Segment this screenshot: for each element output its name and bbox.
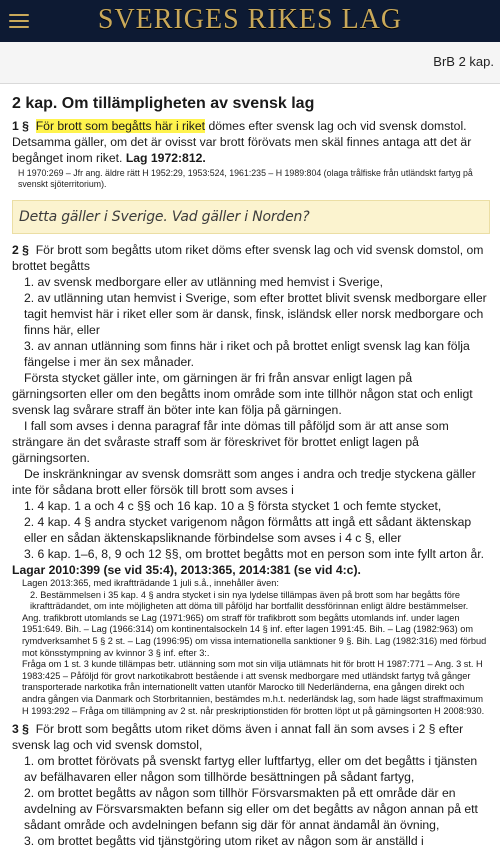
list-item: 2. av utlänning utan hemvist i Sverige, som efter brottet blivit svensk medborgare eller tagit hemvist här i riket eller som är dansk, finsk, isländsk eller norsk medborgare och finns här, eller xyxy=(24,291,487,337)
list-item: 3. av annan utlänning som finns här i riket och på brottet enligt svensk lag kan följa fängelse i mer än sex månader. xyxy=(24,339,470,369)
highlighted-text[interactable]: För brott som begåtts här i riket xyxy=(35,119,206,133)
paragraph-text: De inskränkningar av svensk domsrätt som anges i andra och tredje styckena gäller inte för sådana brott eller försök till brott som avses i xyxy=(12,467,476,497)
amendment-note: 2. Bestämmelsen i 35 kap. 4 § andra stycket i sin nya lydelse tillämpas även på brott som har begåtts före ikraftträdandet, om inte möjligheten att döma till påföljd har bortfallit dessförinnan enligt äldre bestämmelser. xyxy=(30,589,469,612)
list-item: 3. om brottet begåtts vid tjänstgöring utom riket av någon som är anställd i xyxy=(24,834,424,849)
chapter-title: 2 kap. Om tillämpligheten av svensk lag xyxy=(12,95,315,112)
user-note[interactable]: Detta gäller i Sverige. Vad gäller i Norden? xyxy=(12,200,490,234)
list-item: 2. om brottet begåtts av någon som tillhör Försvarsmakten på ett område där en avdelning av Försvarsmakten befann sig eller om det begåtts av någon annan på ett sådant område och avdelningen befann sig där för annat ändamål än övning, xyxy=(24,786,478,833)
paragraph-number: 3 § xyxy=(12,722,29,737)
paragraph-1 xyxy=(12,118,490,166)
app-bar xyxy=(0,0,500,42)
paragraph-text: Första stycket gäller inte, om gärningen är fri från ansvar enligt lagen på gärningsorten eller om den begåtts inom område som inte tillhör någon stat och enligt svensk lag svårare straff än böter inte kan följa på gärningen. xyxy=(12,371,473,417)
paragraph-text: I fall som avses i denna paragraf får inte dömas till påföljd som är att anse som strängare än det svåraste straff som är föreskrivet för brottet enligt lagen på gärningsorten. xyxy=(12,419,449,465)
list-item: 2. 4 kap. 4 § andra stycket varigenom någon förmåtts att ingå ett sådant äktenskap eller en sådan äktenskapsliknande förbindelse som avses i 4 c §, eller xyxy=(24,515,472,545)
paragraph-intro: För brott som begåtts utom riket döms även i annat fall än som avses i 2 § efter svensk lag och vid svensk domstol, xyxy=(12,722,464,753)
amendment-note: Lagen 2013:365, med ikraftträdande 1 juli s.å., innehåller även: xyxy=(22,578,279,588)
law-reference[interactable]: Lagar 2010:399 (se vid 35:4), 2013:365, 2014:381 (se vid 4:c). xyxy=(12,563,361,577)
paragraph-intro: För brott som begåtts utom riket döms efter svensk lag och vid svensk domstol, om brottet begåtts xyxy=(12,243,484,273)
paragraph-number: 2 § xyxy=(12,243,29,257)
law-reference[interactable]: Lag 1972:812. xyxy=(125,151,206,165)
list-item: 1. av svensk medborgare eller av utlänning med hemvist i Sverige, xyxy=(24,275,384,289)
related-laws[interactable]: Ang. trafikbrott utomlands se Lag (1971:965) om straff för trafikbrott som begåtts utomlands inf. under lagen 1951:649. Bih. – Lag (1966:314) om kontinentalsockeln 14 § inf. efter lagen 1991:45. Bih. – Lag (1982:963) om rymdverksamhet 5 § 2 st. – Lag (1996:95) om vissa internationella sanktioner 9 §. Bih. Lag (1982:316) med förbud mot könsstympning av kvinnor 3 § inf. efter 3:. xyxy=(22,612,487,658)
list-item: 1. 4 kap. 1 a och 4 c §§ och 16 kap. 10 a § första stycket 1 och femte stycket, xyxy=(24,499,442,513)
chapter-reference[interactable]: BrB 2 kap. xyxy=(433,54,494,69)
case-references[interactable]: Fråga om 1 st. 3 kunde tillämpas betr. utlänning som mot sin vilja utlämnats hit för brott H 1987:771 – Ang. 3 st. H 1983:425 – Påföljd för grovt narkotikabrott bestående i att svensk medborgare med utländskt fartyg två gånger transporterade narkotika från internationellt vatten utanför Marocko till Nederländerna, ena gången direkt och andra gången via Danmark och Storbritannien, bestämdes m.h.t. nederländsk lag, som hade lägst straffmaximum H 1993:292 – Fråga om tillämpning av 2 st. når preskriptionstiden för brotten löpt ut på gärningsorten H 2008:930. xyxy=(22,659,485,716)
paragraph-number: 1 § xyxy=(12,119,29,133)
case-references[interactable]: H 1970:269 – Jfr ang. äldre rätt H 1952:29, 1953:524, 1961:235 – H 1989:804 (olaga trålfiske från utländskt fartyg på svenskt sjöterritorium). xyxy=(18,168,473,189)
list-item: 1. om brottet förövats på svenskt fartyg eller luftfartyg, eller om det begåtts i tjänsten av befälhavaren eller någon som tillhörde besättningen på sådant fartyg, xyxy=(24,754,478,785)
list-item: 3. 6 kap. 1–6, 8, 9 och 12 §§, om brottet begåtts mot en person som inte fyllt arton år. xyxy=(24,547,485,561)
paragraph-3 xyxy=(12,721,490,753)
app-title: SVERIGES RIKES LAG xyxy=(97,4,403,35)
paragraph-text: dömes efter svensk lag och vid svensk domstol. Detsamma gäller, om det är ovisst var brott förövats men skäl finnes antaga att det är begånget inom riket. xyxy=(12,119,472,165)
law-content xyxy=(12,90,490,849)
sub-toolbar xyxy=(0,42,500,84)
paragraph-2 xyxy=(12,242,490,274)
